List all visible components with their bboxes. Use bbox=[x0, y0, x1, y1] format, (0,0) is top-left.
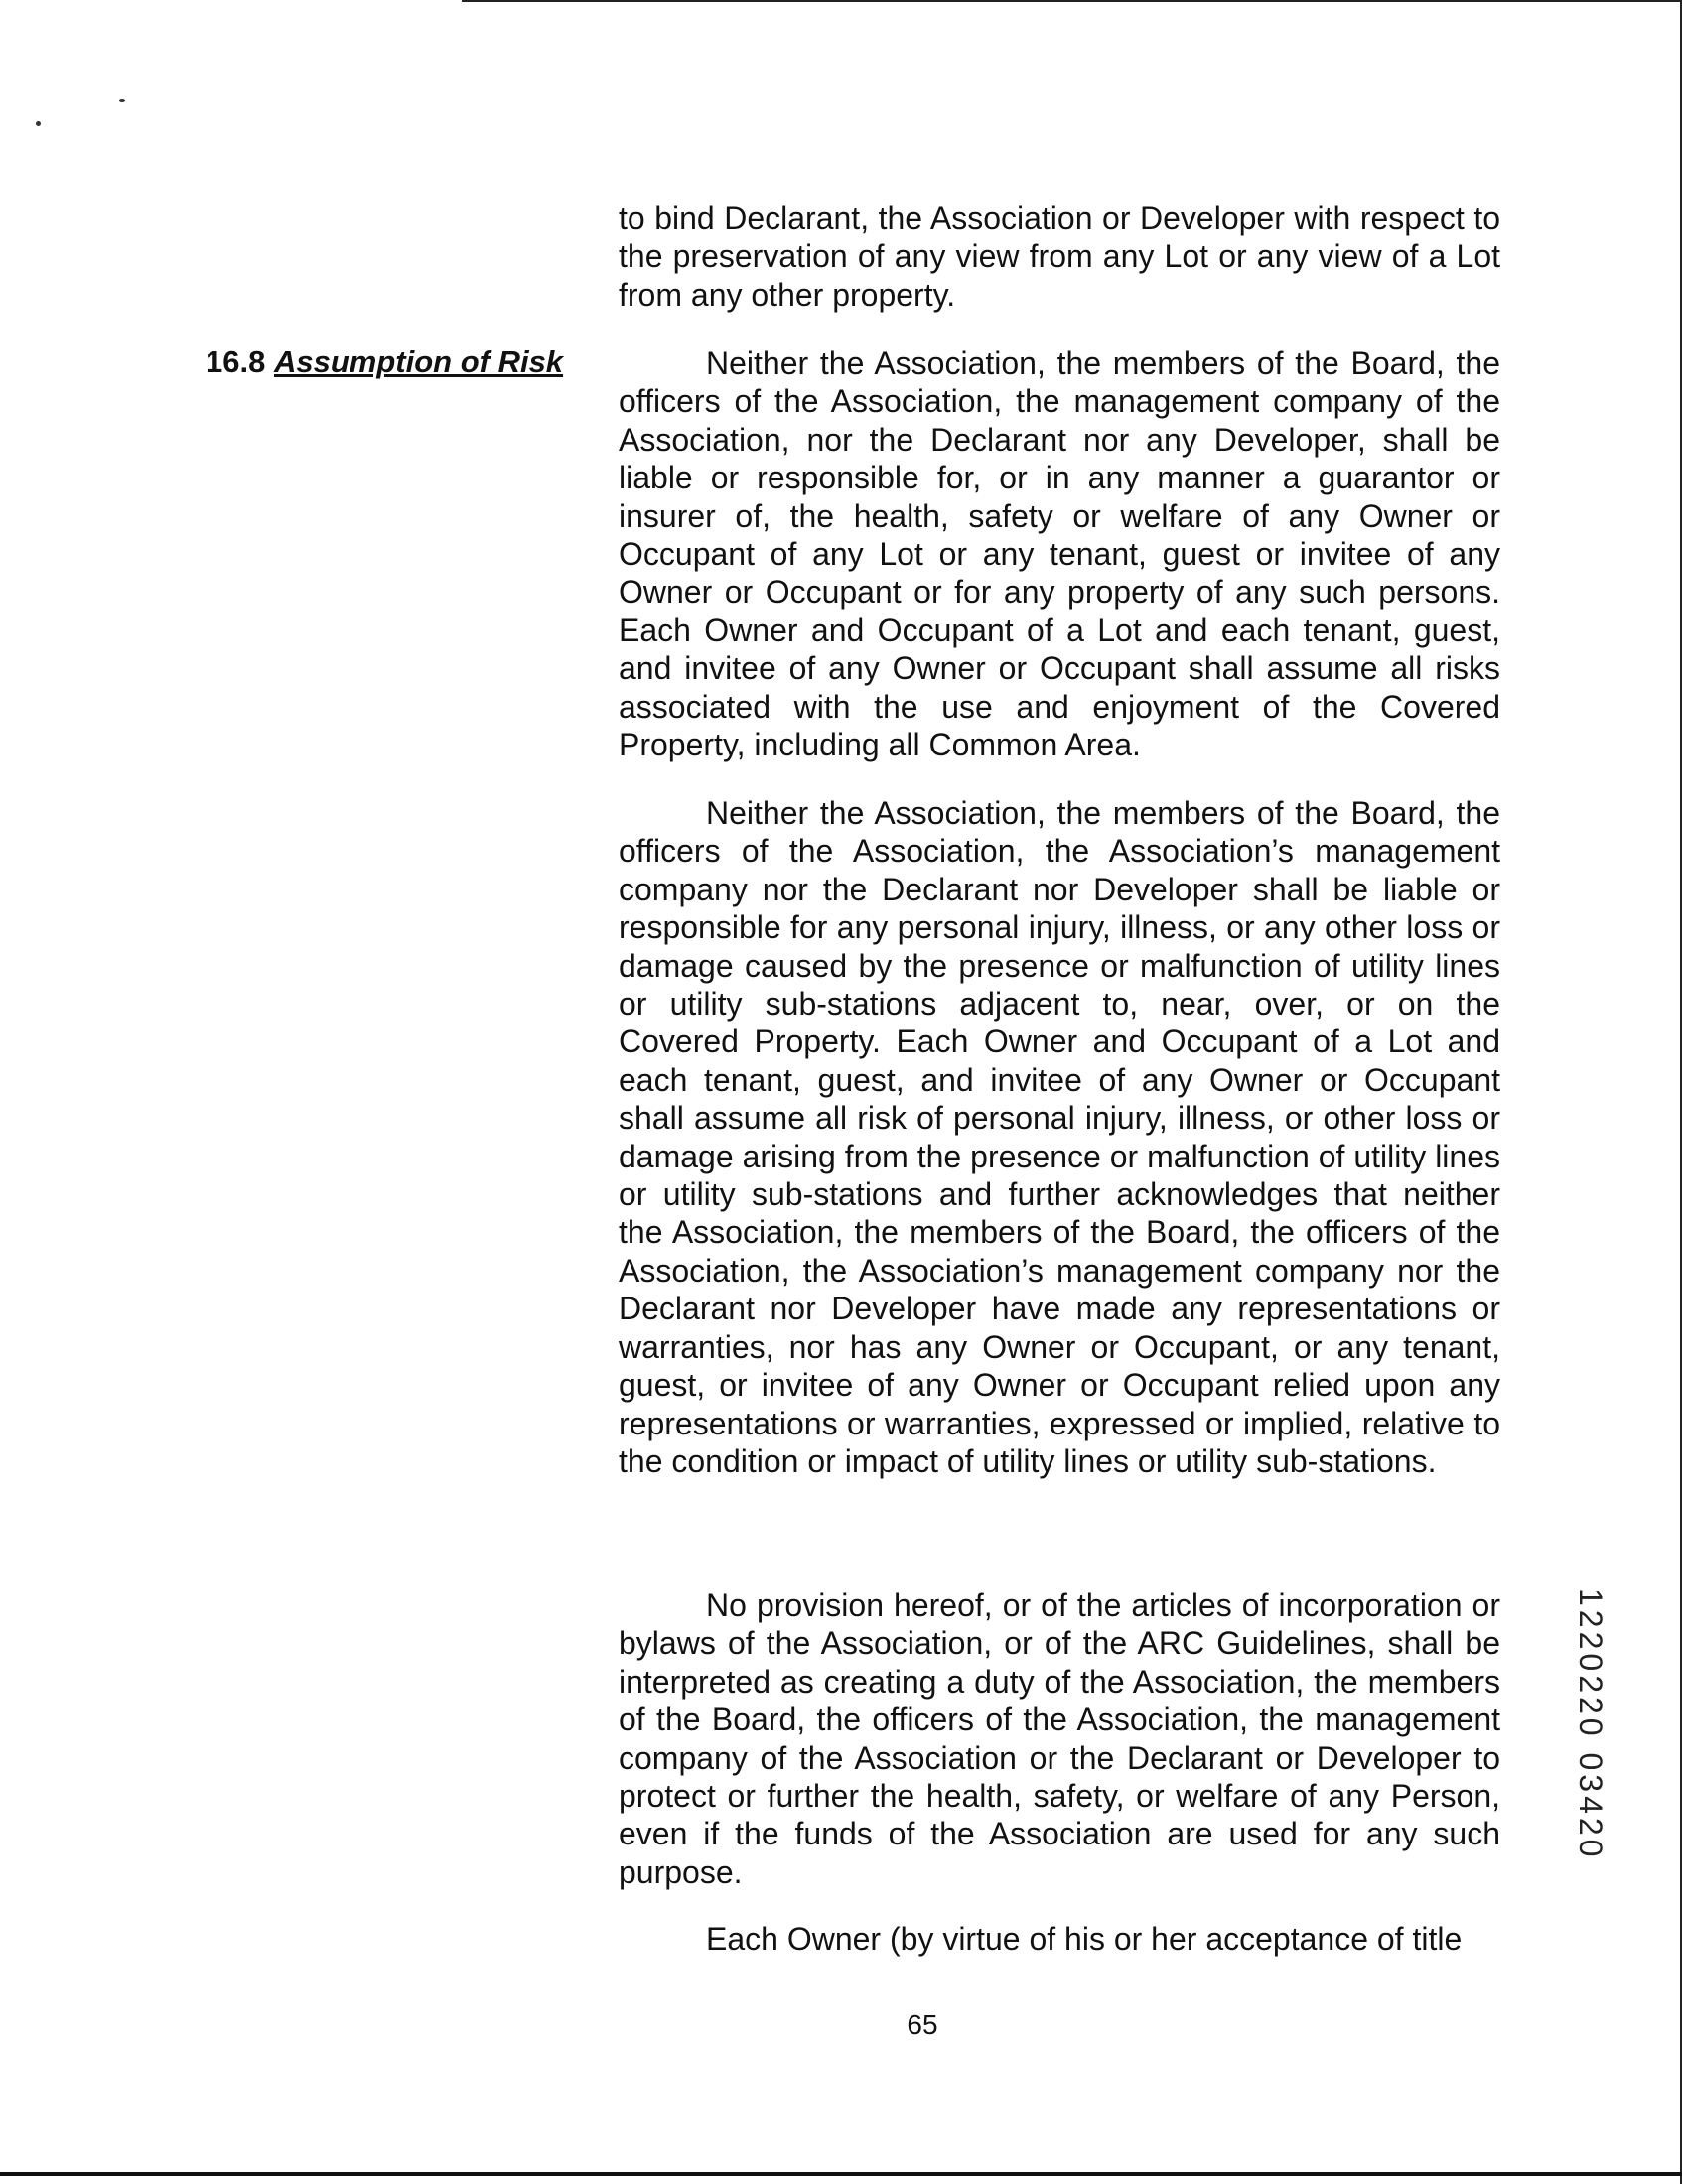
paragraph-3 bbox=[619, 1586, 1500, 1891]
continuation-text: to bind Declarant, the Association or Developer with respect to the preservation of any view from any Lot or any view of a Lot from any other property. bbox=[619, 201, 1500, 313]
bates-stamp-text: 1220220 03420 bbox=[1573, 1588, 1609, 1861]
paragraph-text: Neither the Association, the members of the Board, the officers of the Association, the Association’s management company nor the Declarant nor Developer shall be liable or responsible for any personal injury, illness, or any other loss or damage caused by the presence or malfunction of utility lines or utility sub-stations adjacent to, near, over, or on the Covered Property. Each Owner and Occupant of a Lot and each tenant, guest, and invitee of any Owner or Occupant shall assume all risk of personal injury, illness, or other loss or damage arising from the presence or malfunction of utility lines or utility sub-stations and further acknowledges that neither the Association, the members of the Board, the officers of the Association, the Association’s management company nor the Declarant nor Developer have made any representations or warranties, nor has any Owner or Occupant, or any tenant, guest, or invitee of any Owner or Occupant relied upon any representations or warranties, expressed or implied, relative to the condition or impact of utility lines or utility sub-stations. bbox=[619, 795, 1500, 1479]
paragraph-1 bbox=[619, 344, 1500, 763]
paragraph-text: No provision hereof, or of the articles of incorporation or bylaws of the Association, or of the ARC Guidelines, shall be interpreted as creating a duty of the Association, the members of the Board, the officers of the Association, the management company of the Association or the Declarant or Developer to protect or further the health, safety, or welfare of any Person, even if the funds of the Association are used for any such purpose. bbox=[619, 1587, 1500, 1890]
continuation-paragraph bbox=[619, 200, 1500, 314]
paragraph-text: Each Owner (by virtue of his or her acceptance of title bbox=[706, 1921, 1463, 1957]
page-number: 65 bbox=[907, 2009, 938, 2040]
section-title: Assumption of Risk bbox=[273, 344, 564, 379]
paragraph-4 bbox=[619, 1920, 1500, 1958]
paragraph-2 bbox=[619, 794, 1500, 1480]
scan-speck bbox=[36, 121, 41, 126]
section-heading bbox=[206, 343, 563, 381]
paragraph-text: Neither the Association, the members of the Board, the officers of the Association, the management company of the Association, nor the Declarant nor any Developer, shall be liable or responsible for, or in any manner a guarantor or insurer of, the health, safety or welfare of any Owner or Occupant of any Lot or any tenant, guest or invitee of any Owner or Occupant or for any property of any such persons. Each Owner and Occupant of a Lot and each tenant, guest, and invitee of any Owner or Occupant shall assume all risks associated with the use and enjoyment of the Covered Property, including all Common Area. bbox=[619, 345, 1500, 763]
top-rule bbox=[462, 0, 1682, 2]
bottom-rule bbox=[0, 2172, 1682, 2176]
section-number: 16.8 bbox=[206, 344, 266, 379]
scan-speck bbox=[119, 99, 125, 102]
bates-stamp bbox=[1573, 1588, 1616, 1866]
